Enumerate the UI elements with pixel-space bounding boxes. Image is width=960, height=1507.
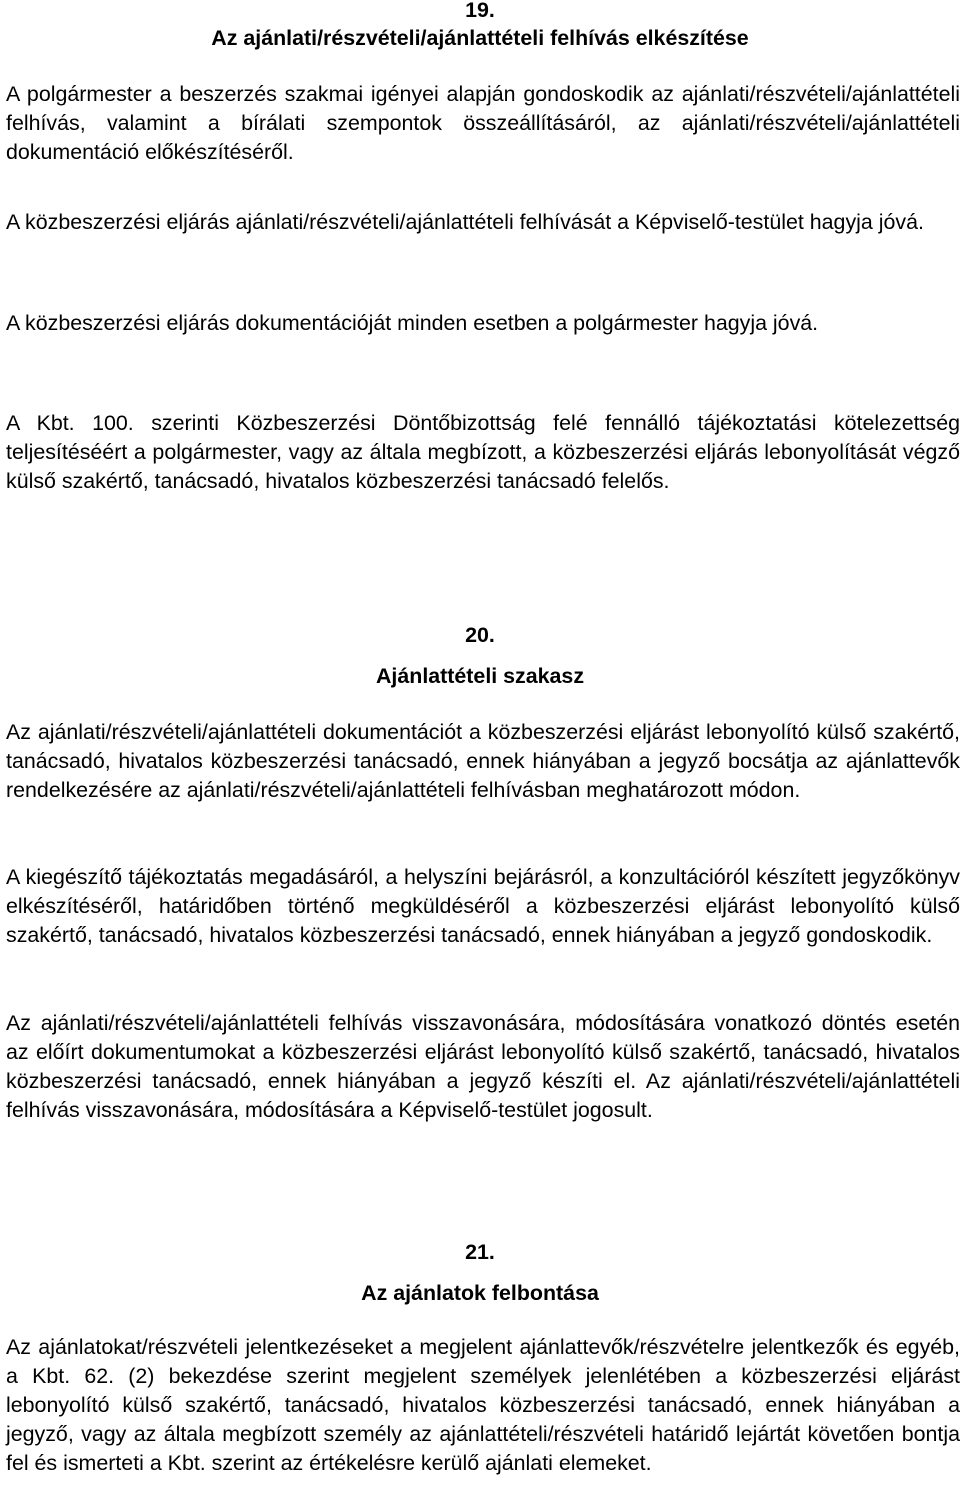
section-21-title: Az ajánlatok felbontása: [361, 1281, 599, 1305]
section-19-title: Az ajánlati/részvételi/ajánlattételi felhívás elkészítése: [211, 26, 749, 50]
section-20-title: Ajánlattételi szakasz: [375, 664, 585, 688]
section-20-paragraph-3: Az ajánlati/részvételi/ajánlattételi felhívás visszavonására, módosítására vonatkozó döntés esetén az előírt dokumentumokat a közbeszerzési eljárást lebonyolító külső szakértő, tanácsadó, hivatalos közbeszerzési tanácsadó, ennek hiányában a jegyző készíti el. Az ajánlati/részvételi/ajánlattételi felhívás visszavonására, módosítására a Képviselő-testület jogosult.: [6, 1011, 960, 1122]
section-21-number: 21.: [465, 1240, 495, 1264]
section-20-number: 20.: [465, 623, 495, 647]
section-20-paragraph-1: Az ajánlati/részvételi/ajánlattételi dokumentációt a közbeszerzési eljárást lebonyolító külső szakértő, tanácsadó, hivatalos közbeszerzési tanácsadó, ennek hiányában a jegyző bocsátja az ajánlattevők rendelkezésére az ajánlati/részvételi/ajánlattételi felhívásban meghatározott módon.: [6, 720, 960, 802]
section-19-paragraph-4: A Kbt. 100. szerinti Közbeszerzési Döntőbizottság felé fennálló tájékoztatási kötelezettség teljesítéséért a polgármester, vagy az általa megbízott, a közbeszerzési eljárás lebonyolítását végző külső szakértő, tanácsadó, hivatalos közbeszerzési tanácsadó felelős.: [6, 411, 960, 493]
section-19-paragraph-3: A közbeszerzési eljárás dokumentációját minden esetben a polgármester hagyja jóvá.: [6, 311, 819, 335]
section-19-paragraph-2: A közbeszerzési eljárás ajánlati/részvételi/ajánlattételi felhívását a Képviselő-testület hagyja jóvá.: [6, 210, 924, 234]
section-19-paragraph-1: A polgármester a beszerzés szakmai igényei alapján gondoskodik az ajánlati/részvételi/ajánlattételi felhívás, valamint a bírálati szempontok összeállításáról, az ajánlati/részvételi/ajánlattételi dokumentáció előkészítéséről.: [6, 82, 960, 164]
section-19-number: 19.: [465, 0, 495, 22]
section-20-paragraph-2: A kiegészítő tájékoztatás megadásáról, a helyszíni bejárásról, a konzultációról készített jegyzőkönyv elkészítéséről, határidőben történő megküldéséről a közbeszerzési eljárást lebonyolító külső szakértő, tanácsadó, hivatalos közbeszerzési tanácsadó, ennek hiányában a jegyző gondoskodik.: [6, 865, 960, 947]
section-21-paragraph-1: Az ajánlatokat/részvételi jelentkezéseket a megjelent ajánlattevők/részvételre jelentkezők és egyéb, a Kbt. 62. (2) bekezdése szerint megjelent személyek jelenlétében a közbeszerzési eljárást lebonyolító külső szakértő, tanácsadó, hivatalos közbeszerzési tanácsadó, ennek hiányában a jegyző, vagy az általa megbízott személy az ajánlattételi/részvételi határidő lejártát követően bontja fel és ismerteti a Kbt. szerint az értékelésre kerülő ajánlati elemeket.: [6, 1335, 960, 1475]
